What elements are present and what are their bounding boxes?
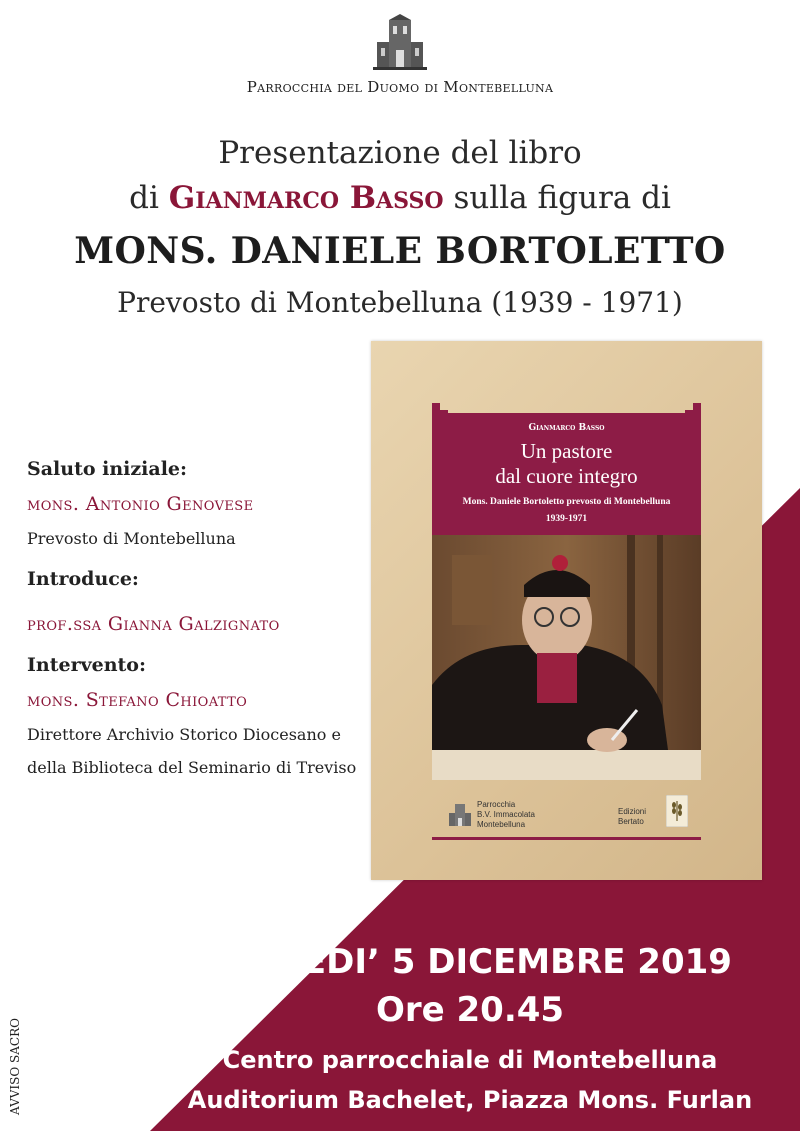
- program-label-1: Saluto iniziale:: [27, 458, 188, 480]
- publisher-parish-line-3: Montebelluna: [477, 820, 526, 829]
- book-title-line-2: dal cuore integro: [495, 464, 638, 488]
- publisher-parish-line-2: B.V. Immacolata: [477, 810, 535, 819]
- publisher-line-1: Edizioni: [618, 807, 647, 816]
- program-speaker-3: mons. Stefano Chioatto: [27, 689, 248, 711]
- headline-line-2: [0, 180, 800, 216]
- book-subtitle: Mons. Daniele Bortoletto prevosto di Montebelluna: [462, 497, 671, 507]
- subject-role: Prevosto di Montebelluna (1939 - 1971): [117, 286, 683, 319]
- parish-name: Parrocchia del Duomo di Montebelluna: [246, 78, 554, 96]
- program-desc-3a: Direttore Archivio Storico Diocesano e: [27, 725, 341, 744]
- sacred-notice: AVVISO SACRO: [8, 1018, 22, 1115]
- publisher-wheat-logo-icon: [666, 795, 688, 827]
- program-label-3: Intervento:: [27, 654, 146, 676]
- event-date: GIOVEDI’ 5 DICEMBRE 2019: [208, 942, 732, 982]
- event-time: Ore 20.45: [375, 990, 565, 1030]
- book-title-band: [432, 417, 701, 535]
- book-cover: [371, 341, 762, 880]
- publisher-line-2: Bertato: [618, 817, 644, 826]
- headline-suffix: sulla figura di: [453, 180, 671, 216]
- headline-line-1: Presentazione del libro: [218, 135, 582, 171]
- subject-name: MONS. DANIELE BORTOLETTO: [74, 230, 726, 272]
- author-name: Gianmarco Basso: [168, 180, 444, 216]
- event-venue-line-2: Auditorium Bachelet, Piazza Mons. Furlan: [187, 1086, 753, 1114]
- church-logo-icon: [373, 14, 427, 70]
- parish-publisher-logo-icon: [447, 801, 473, 827]
- book-years: 1939-1971: [545, 514, 588, 524]
- program-desc-3b: della Biblioteca del Seminario di Treviso: [27, 758, 357, 777]
- publisher-name: [618, 807, 646, 827]
- publisher-parish-line-1: Parrocchia: [477, 800, 516, 809]
- priest-photo: [432, 535, 701, 780]
- parish-publisher-name: [477, 800, 535, 830]
- program-speaker-1: mons. Antonio Genovese: [27, 493, 254, 515]
- event-venue-line-1: Centro parrocchiale di Montebelluna: [222, 1046, 718, 1074]
- program-speaker-2: prof.ssa Gianna Galzignato: [27, 613, 280, 635]
- program-desc-1: Prevosto di Montebelluna: [27, 529, 236, 548]
- book-bottom-line: [432, 837, 701, 840]
- headline-prefix: di: [129, 180, 159, 216]
- book-band-steps: [432, 403, 701, 417]
- book-author: Gianmarco Basso: [528, 423, 605, 433]
- book-title-line-1: Un pastore: [520, 439, 613, 463]
- program-label-2: Introduce:: [27, 568, 139, 590]
